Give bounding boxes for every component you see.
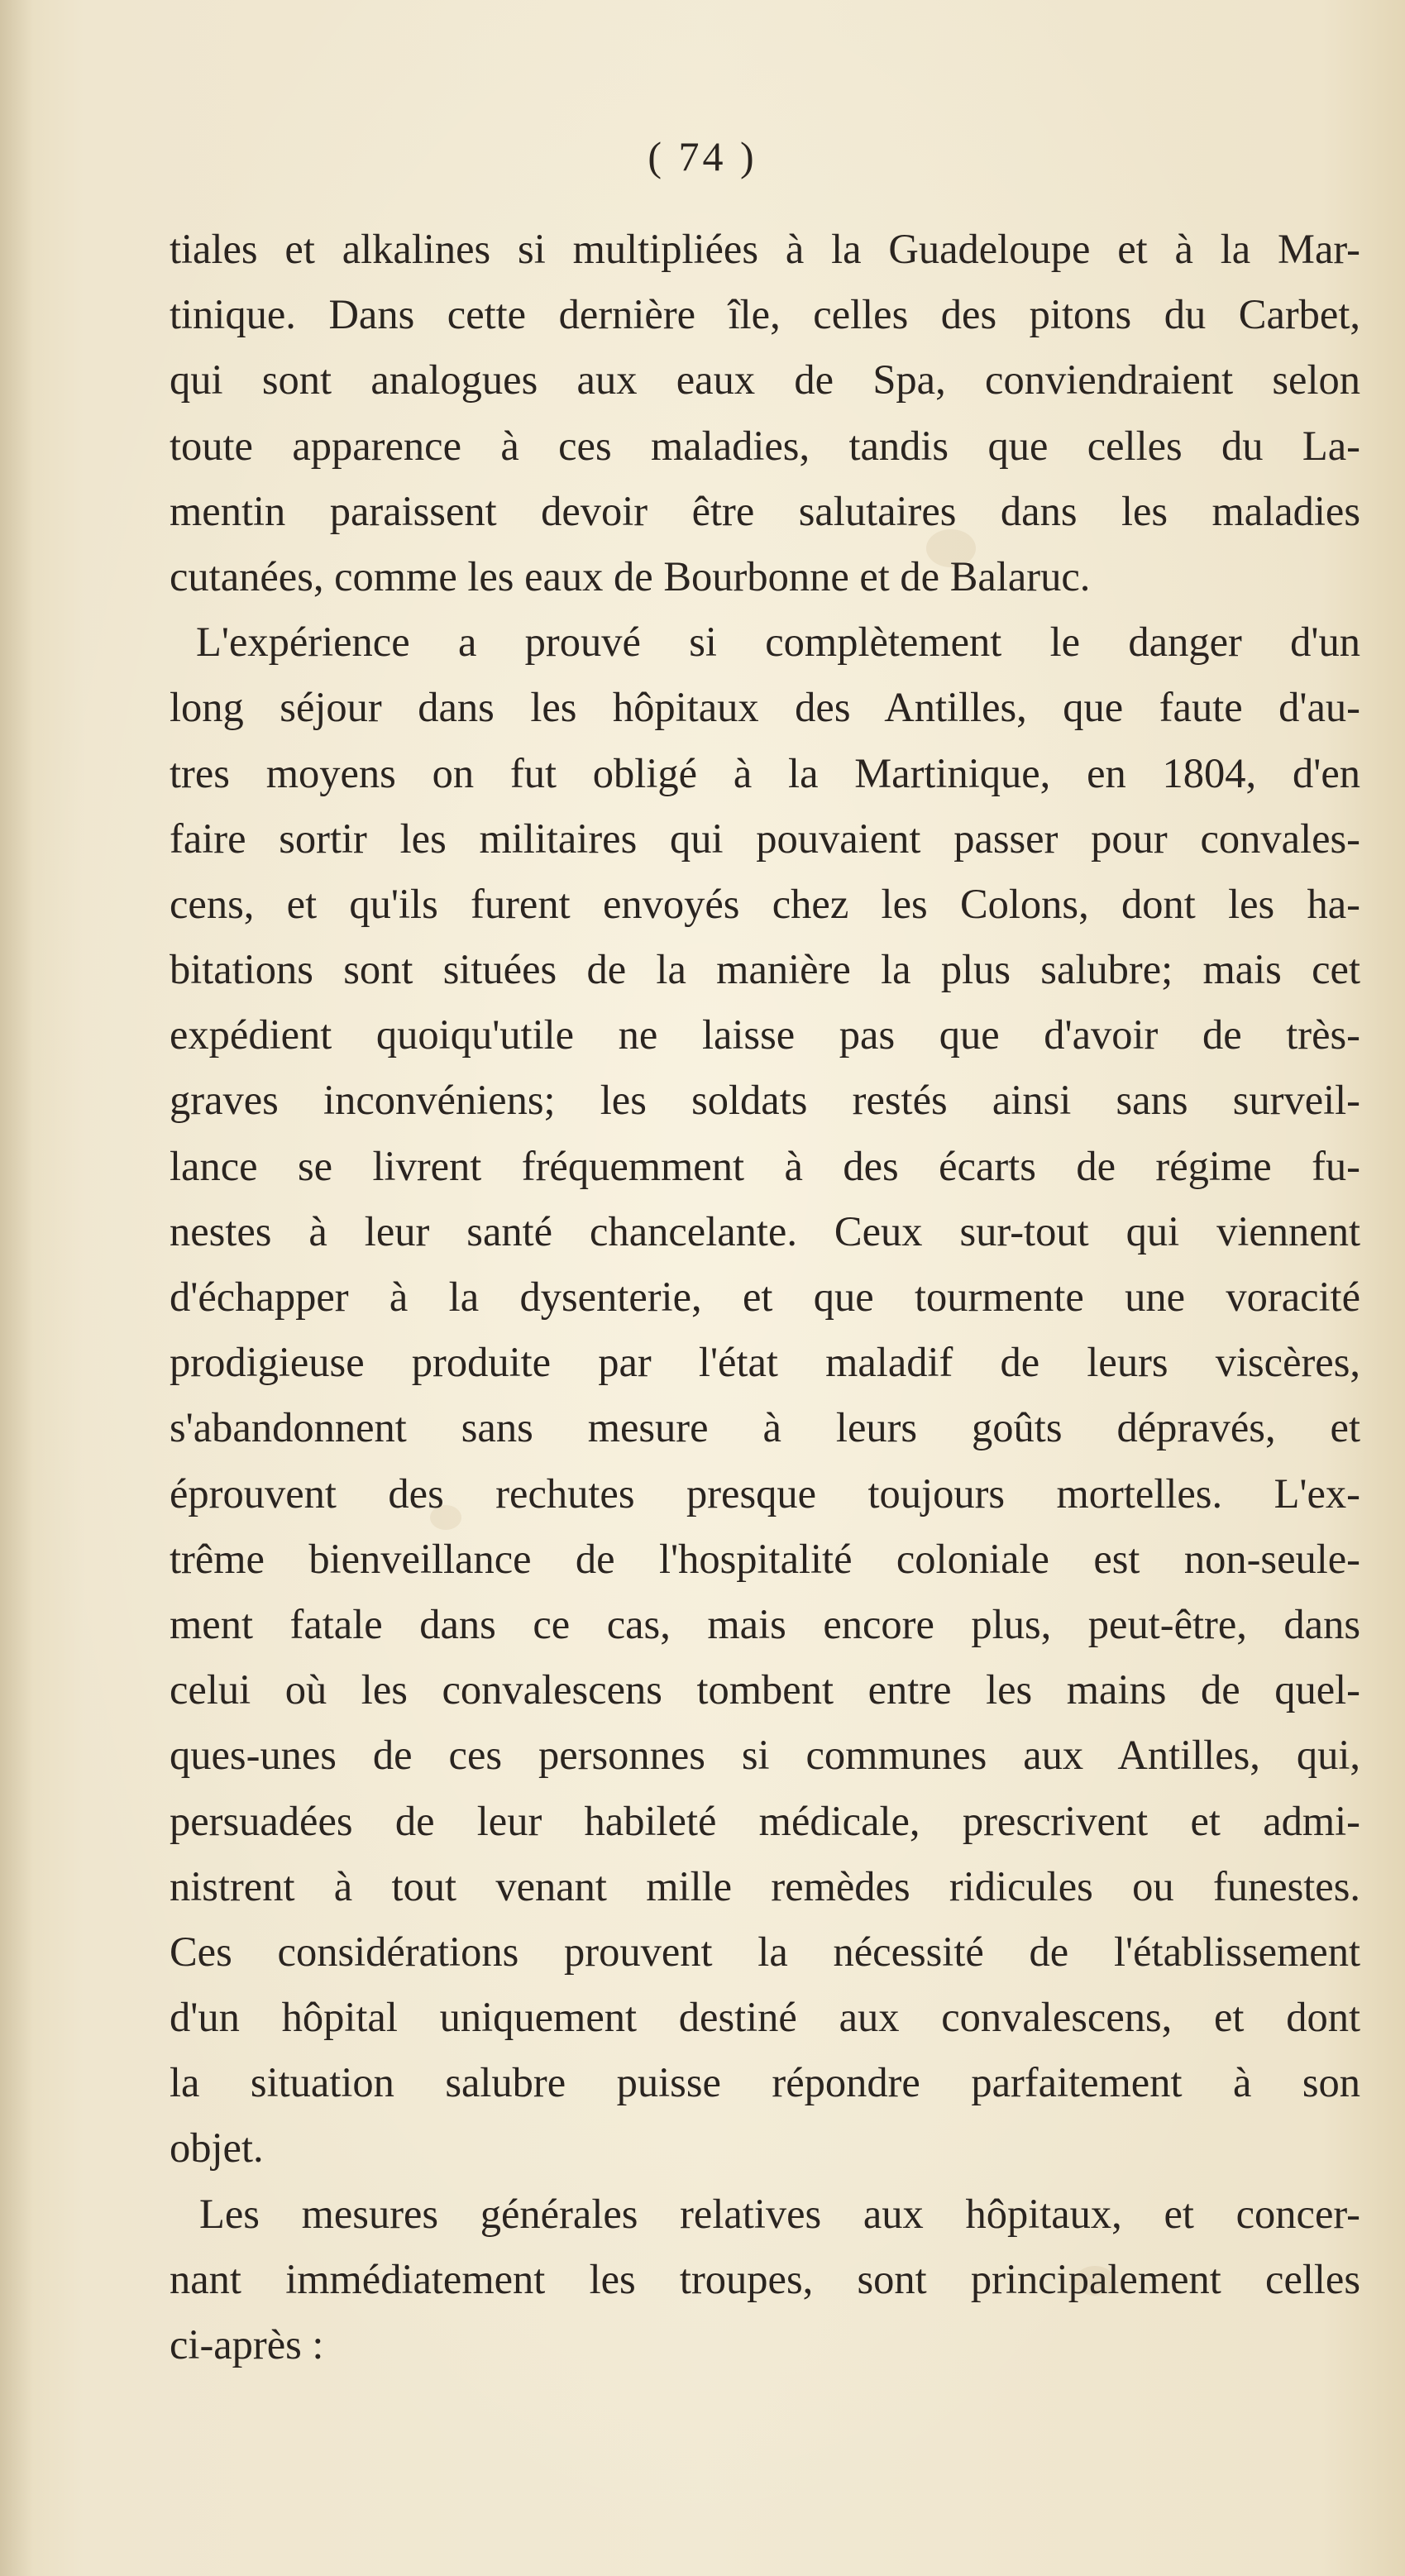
text-line: d'un hôpital uniquement destiné aux convalescens, et dont (170, 1994, 1360, 2041)
text-line: éprouvent des rechutes presque toujours mortelles. L'ex- (170, 1470, 1360, 1517)
text-line: prodigieuse produite par l'état maladif de leurs viscères, (170, 1339, 1360, 1386)
body-text (170, 217, 1360, 2378)
text-line: celui où les convalescens tombent entre les mains de quel- (170, 1666, 1360, 1713)
text-line: faire sortir les militaires qui pouvaient passer pour convales- (170, 815, 1360, 862)
text-line: la situation salubre puisse répondre parfaitement à son (170, 2059, 1360, 2106)
paragraph-first-line: Les mesures générales relatives aux hôpitaux, et concer- (199, 2190, 1360, 2237)
text-line: bitations sont situées de la manière la plus salubre; mais cet (170, 946, 1360, 993)
text-line: tres moyens on fut obligé à la Martinique, en 1804, d'en (170, 749, 1360, 796)
text-line: d'échapper à la dysenterie, et que tourmente une voracité (170, 1274, 1360, 1320)
text-line: graves inconvéniens; les soldats restés ainsi sans surveil- (170, 1077, 1360, 1124)
text-line: nistrent à tout venant mille remèdes ridicules ou funestes. (170, 1862, 1360, 1909)
text-line: ques-unes de ces personnes si communes aux Antilles, qui, (170, 1732, 1360, 1779)
text-line: cens, et qu'ils furent envoyés chez les Colons, dont les ha- (170, 880, 1360, 927)
text-line: cutanées, comme les eaux de Bourbonne et de Balaruc. (170, 552, 1091, 600)
text-line: long séjour dans les hôpitaux des Antilles, que faute d'au- (170, 684, 1360, 731)
text-line: tiales et alkalines si multipliées à la Guadeloupe et à la Mar- (170, 226, 1360, 272)
text-line: tinique. Dans cette dernière île, celles des pitons du Carbet, (170, 291, 1360, 338)
text-line: persuadées de leur habileté médicale, prescrivent et admi- (170, 1797, 1360, 1844)
text-line: objet. (170, 2124, 264, 2172)
binding-shadow (0, 0, 33, 2576)
text-line: lance se livrent fréquemment à des écarts de régime fu- (170, 1142, 1360, 1189)
text-line: Ces considérations prouvent la nécessité de l'établissement (170, 1928, 1360, 1975)
text-line: nant immédiatement les troupes, sont principalement celles (170, 2255, 1360, 2302)
paragraph-first-line: L'expérience a prouvé si complètement le danger d'un (196, 619, 1360, 666)
text-line: toute apparence à ces maladies, tandis que celles du La- (170, 422, 1360, 469)
text-line: nestes à leur santé chancelante. Ceux sur-tout qui viennent (170, 1207, 1360, 1255)
text-line: mentin paraissent devoir être salutaires dans les maladies (170, 487, 1360, 534)
text-line: qui sont analogues aux eaux de Spa, conviendraient selon (170, 356, 1360, 404)
text-line: trême bienveillance de l'hospitalité coloniale est non-seule- (170, 1535, 1360, 1582)
page-number: ( 74 ) (648, 133, 757, 179)
text-line: ci-après : (170, 2321, 324, 2368)
text-line: ment fatale dans ce cas, mais encore plus, peut-être, dans (170, 1600, 1360, 1647)
text-line: expédient quoiqu'utile ne laisse pas que d'avoir de très- (170, 1011, 1360, 1059)
text-line: s'abandonnent sans mesure à leurs goûts dépravés, et (170, 1404, 1360, 1451)
